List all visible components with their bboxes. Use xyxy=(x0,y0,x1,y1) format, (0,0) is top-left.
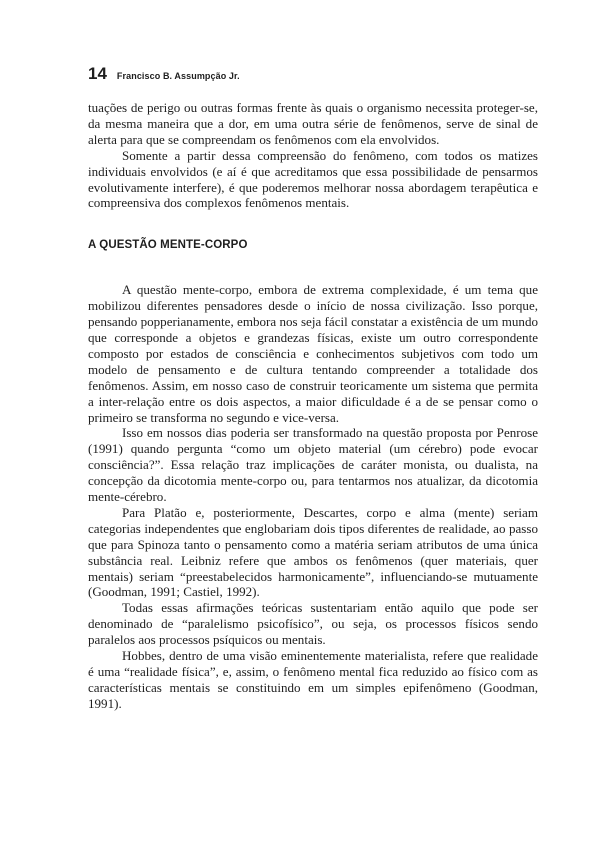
paragraph: Todas essas afirmações teóricas sustentariam então aquilo que pode ser denominado de “paralelismo psicofísico”, ou seja, os processos físicos sendo paralelos aos processos psíquicos ou mentais. xyxy=(88,600,538,648)
paragraph: Somente a partir dessa compreensão do fenômeno, com todos os matizes individuais envolvidos (e aí é que acreditamos que essa possibilidade de pensarmos evolutivamente interfere), é que poderemos melhorar nossa abordagem terapêutica e compreensiva dos complexos fenômenos mentais. xyxy=(88,147,538,211)
page-number: 14 xyxy=(88,64,107,83)
paragraph: Hobbes, dentro de uma visão eminentemente materialista, refere que realidade é uma “realidade física”, e, assim, o fenômeno mental fica reduzido ao físico com as características mentais se constituindo em um simples epifenômeno (Goodman, 1991). xyxy=(88,648,538,711)
paragraph: Isso em nossos dias poderia ser transformado na questão proposta por Penrose (1991) quando pergunta “como um objeto material (um cérebro) pode evocar consciência?”. Essa relação traz implicações de caráter monista, ou dualista, na concepção da dicotomia mente-corpo ou, para tentarmos nos atualizar, da dicotomia mente-cérebro. xyxy=(88,425,538,505)
paragraph: tuações de perigo ou outras formas frente às quais o organismo necessita proteger-se, da mesma maneira que a dor, em uma outra série de fenômenos, serve de sinal de alerta para que se compreendam os fenômenos com ela envolvidos. xyxy=(88,100,538,147)
paragraph: Para Platão e, posteriormente, Descartes, corpo e alma (mente) seriam categorias independentes que englobariam dois tipos diferentes de realidade, ao passo que para Spinoza tanto o pensamento como a matéria seriam atributos de uma única substância real. Leibniz refere que ambos os fenômenos (quer materiais, quer mentais) seriam “preestabelecidos harmonicamente”, influenciando-se mutuamente (Goodman, 1991; Castiel, 1992). xyxy=(88,504,538,600)
section-heading: A QUESTÃO MENTE-CORPO xyxy=(88,239,248,252)
running-head: Francisco B. Assumpção Jr. xyxy=(116,71,240,81)
paragraph: A questão mente-corpo, embora de extrema complexidade, é um tema que mobilizou diferentes pensadores desde o início de nossa civilização. Isso porque, pensando popperianamente, embora nos seja fácil constatar a existência de um mundo que corresponde a objetos e grandezas físicas, existe um outro correspondente composto por estados de consciência e conhecimentos subjetivos com todo um modelo de pensamento e de cultura tentando compreender a totalidade dos fenômenos. Assim, em nosso caso de construir teoricamente um sistema que permita a inter-relação entre os dois aspectos, a maior dificuldade é a de se pensar como o primeiro se transforma no segundo e vice-versa. xyxy=(88,282,538,425)
page-body xyxy=(88,100,538,712)
page-header xyxy=(88,64,538,86)
